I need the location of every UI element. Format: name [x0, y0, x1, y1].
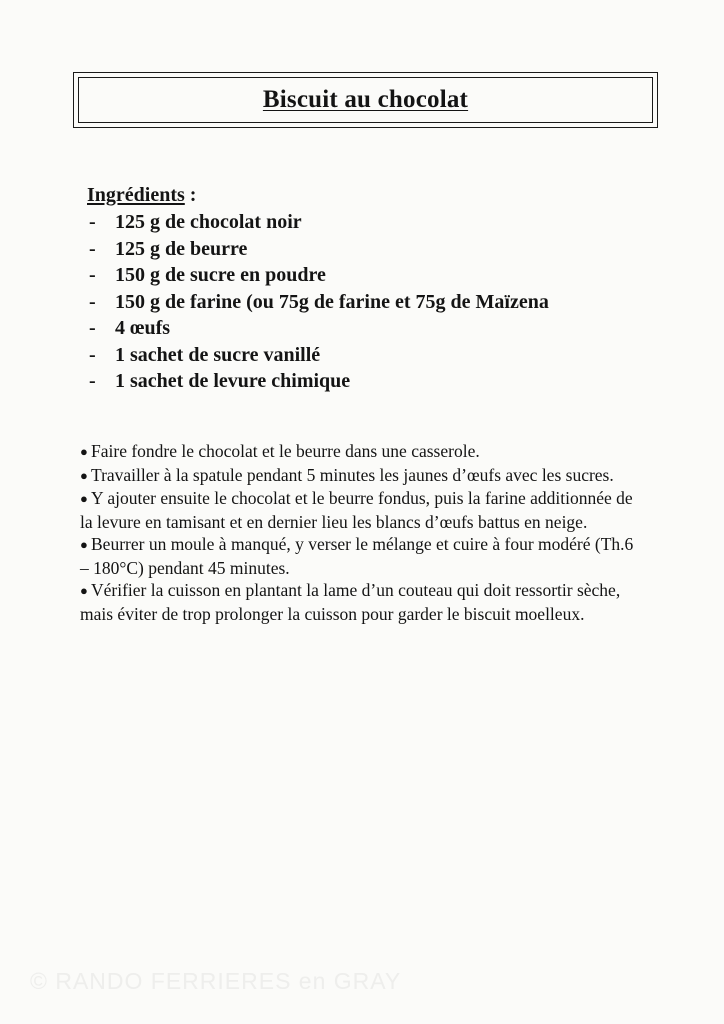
- instruction-step: [80, 487, 640, 533]
- ingredients-heading-label: Ingrédients: [87, 184, 185, 206]
- bullet-marker: ●: [80, 444, 88, 459]
- instruction-text: Faire fondre le chocolat et le beurre dans une casserole.: [91, 441, 480, 461]
- instruction-step: [80, 440, 640, 464]
- ingredient-item: [87, 315, 687, 342]
- ingredient-text: 150 g de sucre en poudre: [115, 264, 326, 286]
- instructions-section: [80, 440, 640, 625]
- ingredient-text: 1 sachet de sucre vanillé: [115, 343, 321, 366]
- watermark: © RANDO FERRIERES en GRAY: [30, 968, 402, 994]
- ingredient-item: [87, 209, 687, 236]
- ingredient-text: 125 g de beurre: [115, 237, 248, 260]
- bullet-marker: ●: [80, 537, 88, 552]
- ingredient-item: [87, 342, 687, 369]
- dash-marker: -: [89, 370, 96, 392]
- ingredient-text: 4 œufs: [115, 317, 171, 339]
- instruction-step: [80, 533, 640, 579]
- instruction-step: [80, 464, 640, 488]
- dash-marker: -: [89, 237, 96, 260]
- ingredient-item: [87, 262, 687, 289]
- instruction-text: Vérifier la cuisson en plantant la lame d’un couteau qui doit ressortir sèche, mais éviter de trop prolonger la cuisson pour garder le biscuit moelleux.: [80, 580, 621, 624]
- ingredient-text: 150 g de farine (ou 75g de farine et 75g de Maïzena: [115, 290, 549, 313]
- instruction-text: Y ajouter ensuite le chocolat et le beurre fondus, puis la farine additionnée de la levure en tamisant et en dernier lieu les blancs d’œufs battus en neige.: [80, 488, 633, 532]
- instruction-list: [80, 440, 640, 625]
- title-frame: [73, 72, 658, 128]
- bullet-marker: ●: [80, 491, 88, 506]
- dash-marker: -: [89, 290, 96, 313]
- bullet-marker: ●: [80, 583, 88, 598]
- bullet-marker: ●: [80, 467, 88, 483]
- dash-marker: -: [89, 343, 96, 366]
- title-frame-inner: [78, 77, 653, 123]
- dash-marker: -: [89, 211, 96, 233]
- ingredient-item: [87, 289, 687, 316]
- ingredient-item: [87, 236, 687, 263]
- dash-marker: -: [89, 317, 96, 339]
- ingredients-section: [87, 182, 687, 395]
- ingredients-heading-colon: :: [184, 184, 197, 206]
- instruction-step: [80, 579, 640, 625]
- instruction-text: Beurrer un moule à manqué, y verser le mélange et cuire à four modéré (Th.6 – 180°C) pendant 45 minutes.: [80, 534, 634, 578]
- ingredient-text: 125 g de chocolat noir: [115, 211, 302, 233]
- ingredient-text: 1 sachet de levure chimique: [115, 370, 351, 392]
- dash-marker: -: [89, 264, 96, 286]
- ingredient-list: [87, 209, 687, 395]
- ingredients-heading: [87, 182, 687, 208]
- instruction-text: Travailler à la spatule pendant 5 minutes les jaunes d’œufs avec les sucres.: [91, 464, 614, 485]
- page-title: Biscuit au chocolat: [262, 86, 469, 113]
- ingredient-item: [87, 368, 687, 395]
